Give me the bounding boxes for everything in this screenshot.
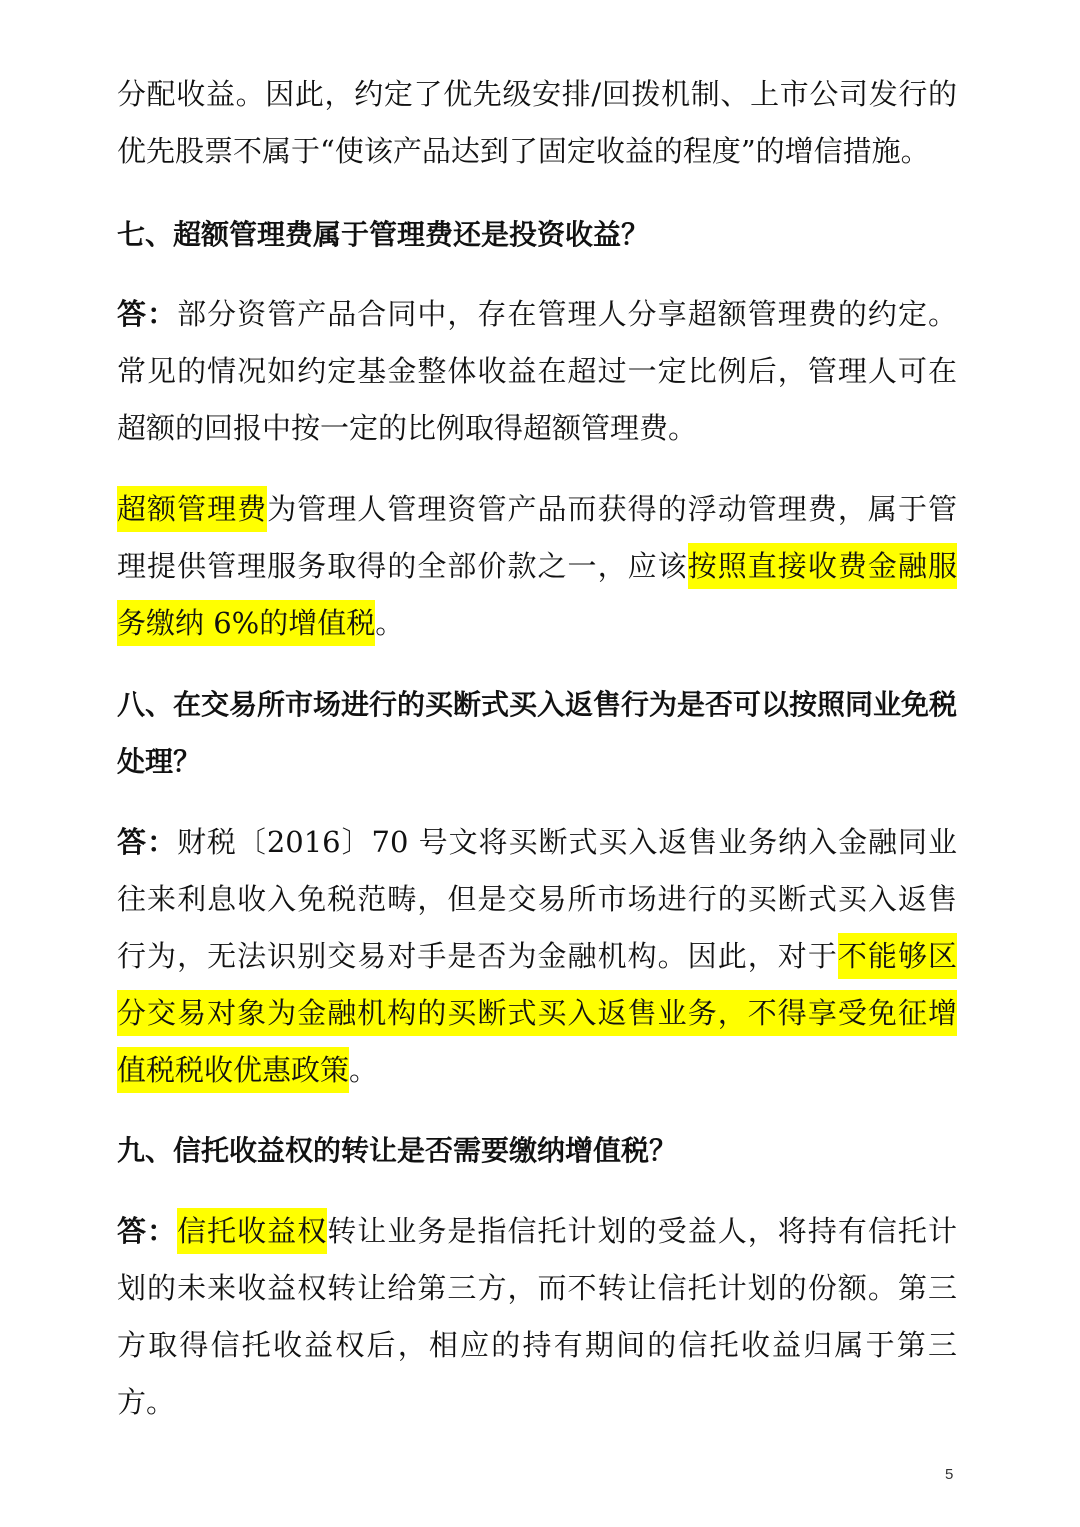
q7-highlight-term: 超额管理费 (117, 486, 267, 532)
q8-answer-text: 财税〔2016〕70 号文将买断式买入返售业务纳入金融同业往来利息收入免税范畴，但是交易所市场进行的买断式买入返售行为，无法识别交易对手是否为金融机构。因此，对于 (117, 825, 957, 973)
q7-explanation-paragraph (117, 481, 957, 652)
q7-highlight-vat: 按照直接收费金融服务缴纳 6%的增值税 (117, 543, 957, 646)
q9-answer-text: 转让业务是指信托计划的受益人，将持有信托计划的未来收益权转让给第三方，而不转让信托计划的份额。第三方取得信托收益权后，相应的持有期间的信托收益归属于第三方。 (117, 1214, 957, 1419)
q7-heading: 七、超额管理费属于管理费还是投资收益？ (117, 218, 650, 251)
q8-answer-paragraph (117, 814, 957, 1099)
q9-heading: 九、信托收益权的转让是否需要缴纳增值税？ (117, 1134, 678, 1167)
q8-answer-end: 。 (349, 1053, 379, 1087)
q7-answer-label: 答： (117, 297, 178, 331)
q8-highlight-conclusion: 不能够区分交易对象为金融机构的买断式买入返售业务，不得享受免征增值税税收优惠政策 (117, 933, 957, 1093)
q8-heading: 八、在交易所市场进行的买断式买入返售行为是否可以按照同业免税处理？ (117, 688, 958, 778)
q7-answer-text: 部分资管产品合同中，存在管理人分享超额管理费的约定。常见的情况如约定基金整体收益在超过一定比例后，管理人可在超额的回报中按一定的比例取得超额管理费。 (117, 297, 957, 445)
q9-highlight-term: 信托收益权 (177, 1208, 327, 1254)
intro-text: 分配收益。因此，约定了优先级安排/回拨机制、上市公司发行的优先股票不属于“使该产品达到了固定收益的程度”的增信措施。 (117, 77, 957, 168)
q8-answer-label: 答： (117, 825, 177, 859)
intro-paragraph (117, 66, 957, 180)
page-number: 5 (945, 1466, 954, 1483)
q7-answer-paragraph (117, 286, 957, 457)
q7-explanation-text: 为管理人管理资管产品而获得的浮动管理费，属于管理提供管理服务取得的全部价款之一，应该 (117, 492, 957, 583)
q9-answer-paragraph (117, 1203, 957, 1431)
q9-answer-label: 答： (117, 1214, 178, 1248)
q7-explanation-end: 。 (375, 606, 405, 640)
